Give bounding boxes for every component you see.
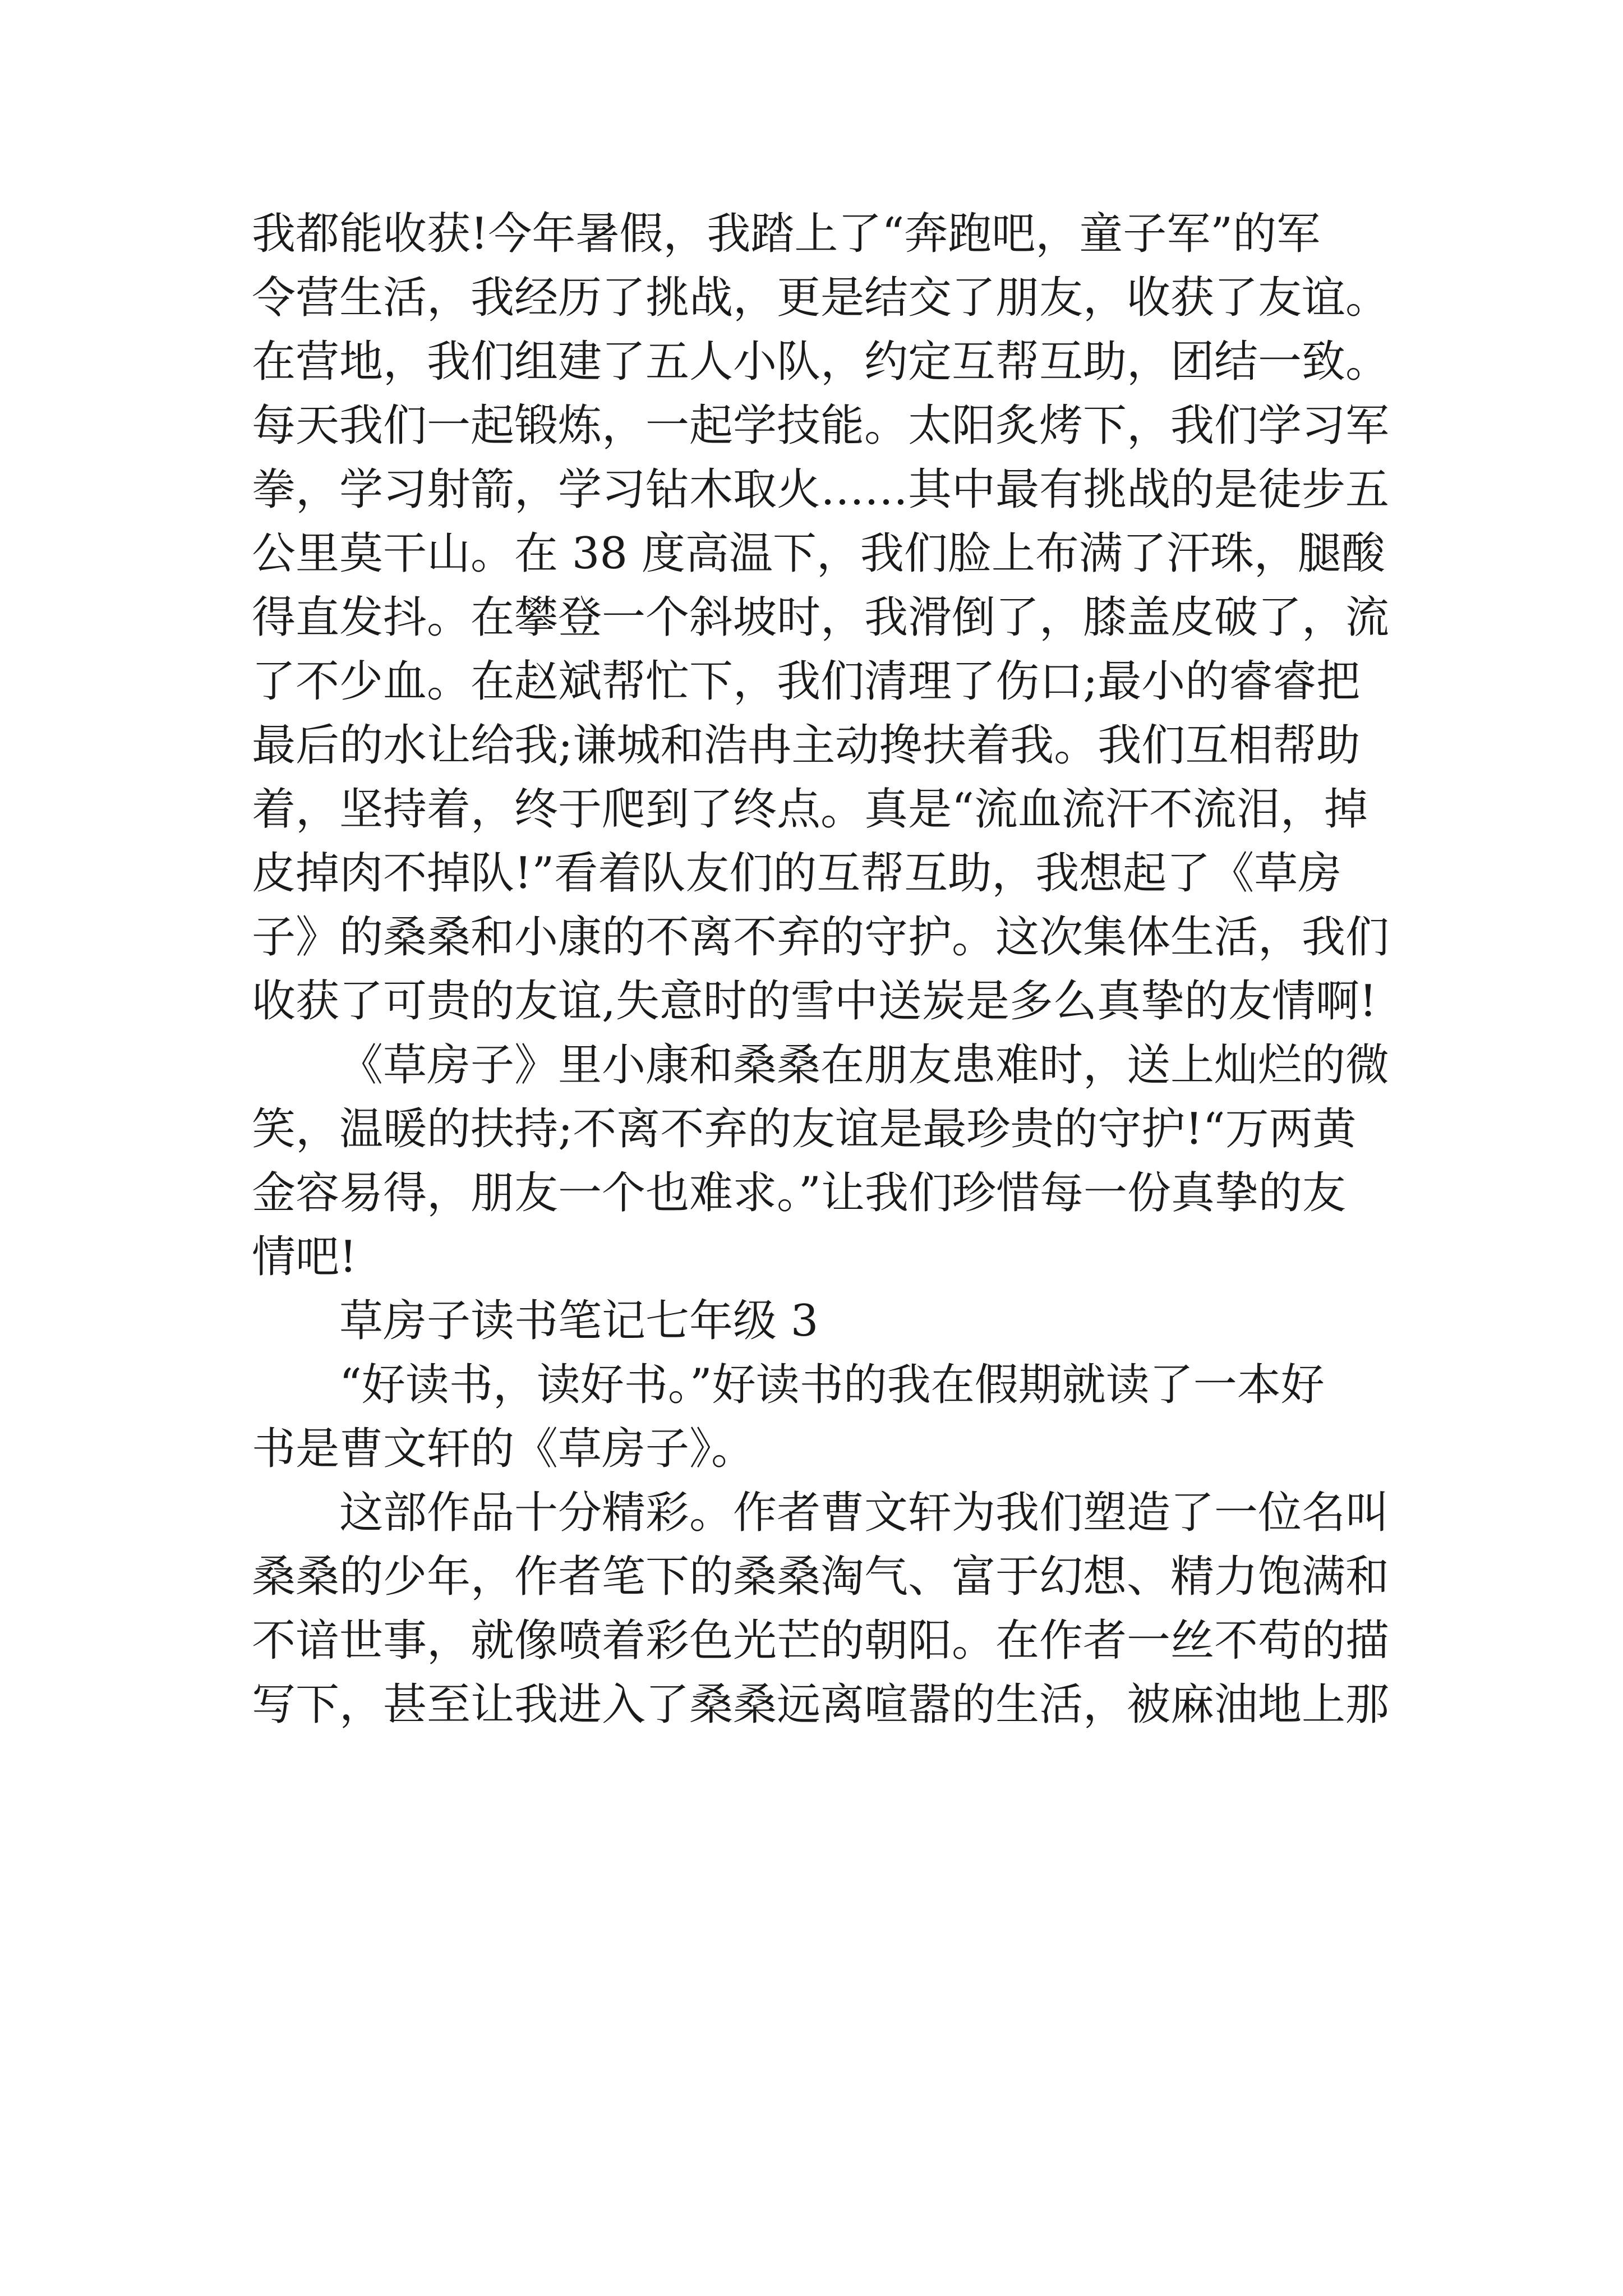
text-line: 每天我们一起锻炼，一起学技能。太阳炙烤下，我们学习军 [252, 401, 1390, 451]
section-heading: 草房子读书笔记七年级 3 [339, 1296, 819, 1346]
text-line: 写下，甚至让我进入了桑桑远离喧嚣的生活，被麻油地上那 [252, 1680, 1390, 1730]
text-line: 笑，温暖的扶持;不离不弃的友谊是最珍贵的守护!“万两黄 [252, 1104, 1357, 1154]
text-line: 了不少血。在赵斌帮忙下，我们清理了伤口;最小的睿睿把 [252, 656, 1361, 707]
body-text [252, 202, 1407, 1737]
text-line: 拳，学习射箭，学习钻木取火……其中最有挑战的是徒步五 [252, 464, 1390, 515]
text-line: 令营生活，我经历了挑战，更是结交了朋友，收获了友谊。 [252, 273, 1390, 323]
text-line: 收获了可贵的友谊,失意时的雪中送炭是多么真挚的友情啊! [252, 976, 1377, 1027]
text-line: 最后的水让给我;谦城和浩冉主动搀扶着我。我们互相帮助 [252, 720, 1361, 771]
text-line: 金容易得，朋友一个也难求。”让我们珍惜每一份真挚的友 [252, 1168, 1346, 1218]
text-line: 公里莫干山。在 38 度高温下，我们脸上布满了汗珠，腿酸 [252, 528, 1385, 579]
text-line: 在营地，我们组建了五人小队，约定互帮互助，团结一致。 [252, 337, 1390, 387]
text-line: 不谙世事，就像喷着彩色光芒的朝阳。在作者一丝不苟的描 [252, 1616, 1390, 1666]
text-line: 得直发抖。在攀登一个斜坡时，我滑倒了，膝盖皮破了，流 [252, 592, 1390, 643]
text-line: 情吧! [252, 1232, 357, 1282]
text-line: 子》的桑桑和小康的不离不弃的守护。这次集体生活，我们 [252, 912, 1390, 963]
text-line: 书是曹文轩的《草房子》。 [252, 1424, 755, 1474]
text-line: 《草房子》里小康和桑桑在朋友患难时，送上灿烂的微 [339, 1040, 1390, 1091]
text-line: 皮掉肉不掉队!”看着队友们的互帮互助，我想起了《草房 [252, 848, 1342, 899]
text-line: 桑桑的少年，作者笔下的桑桑淘气、富于幻想、精力饱满和 [252, 1552, 1390, 1602]
text-line: 这部作品十分精彩。作者曹文轩为我们塑造了一位名叫 [339, 1488, 1390, 1538]
text-line: 着，坚持着，终于爬到了终点。真是“流血流汗不流泪，掉 [252, 784, 1368, 835]
text-line: 我都能收获!今年暑假，我踏上了“奔跑吧，童子军”的军 [252, 209, 1321, 259]
text-line: “好读书，读好书。”好读书的我在假期就读了一本好 [339, 1360, 1325, 1410]
